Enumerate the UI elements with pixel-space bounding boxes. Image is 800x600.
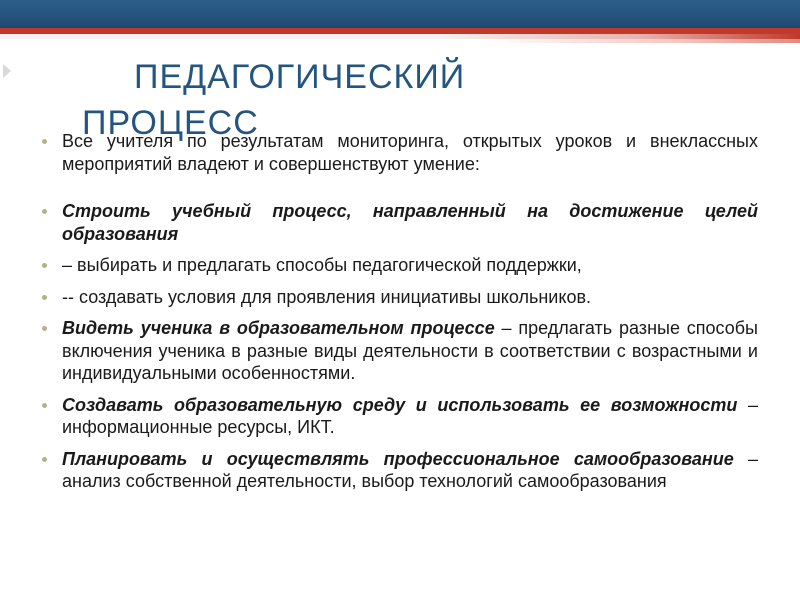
bullet-text: Все учителя по результатам мониторинга, открытых уроков и внеклассных мероприятий владеют и совершенствуют умение: xyxy=(62,131,758,174)
header-stripe-light xyxy=(0,39,800,43)
bullet-text: – предлагать разные способы включения ученика в разные виды деятельности в соответствии с возрастными и индивидуальными особенностями. xyxy=(62,318,758,383)
bullet-item-environment xyxy=(40,394,758,439)
bullet-item-initiative xyxy=(40,286,758,309)
bullet-text: – информационные ресурсы, ИКТ. xyxy=(62,394,758,437)
bullet-text-bold: Видеть ученика в образовательном процессе xyxy=(62,318,495,338)
header-band xyxy=(0,0,800,28)
bullet-list xyxy=(40,130,758,502)
bullet-text-bold: Создавать образовательную среду и использовать ее возможности xyxy=(62,394,738,415)
bullet-text-bold: Строить учебный процесс, направленный на достижение целей образования xyxy=(62,201,758,244)
slide-arrow-icon xyxy=(3,64,11,78)
bullet-text: – анализ собственной деятельности, выбор технологий самообразования xyxy=(62,448,758,491)
bullet-item-build-process xyxy=(40,200,758,245)
bullet-item-see-student xyxy=(40,317,758,385)
bullet-text: – выбирать и предлагать способы педагогической поддержки, xyxy=(62,255,582,275)
bullet-item-support xyxy=(40,254,758,277)
bullet-item-self-education xyxy=(40,448,758,493)
bullet-item-intro xyxy=(40,130,758,175)
bullet-text: -- создавать условия для проявления инициативы школьников. xyxy=(62,286,592,307)
slide-title-line1: ПЕДАГОГИЧЕСКИЙ xyxy=(134,58,466,96)
bullet-text-bold: Планировать и осуществлять профессиональное самообразование xyxy=(62,448,734,469)
slide-title-line2: ПРОЦЕСС xyxy=(82,104,259,142)
